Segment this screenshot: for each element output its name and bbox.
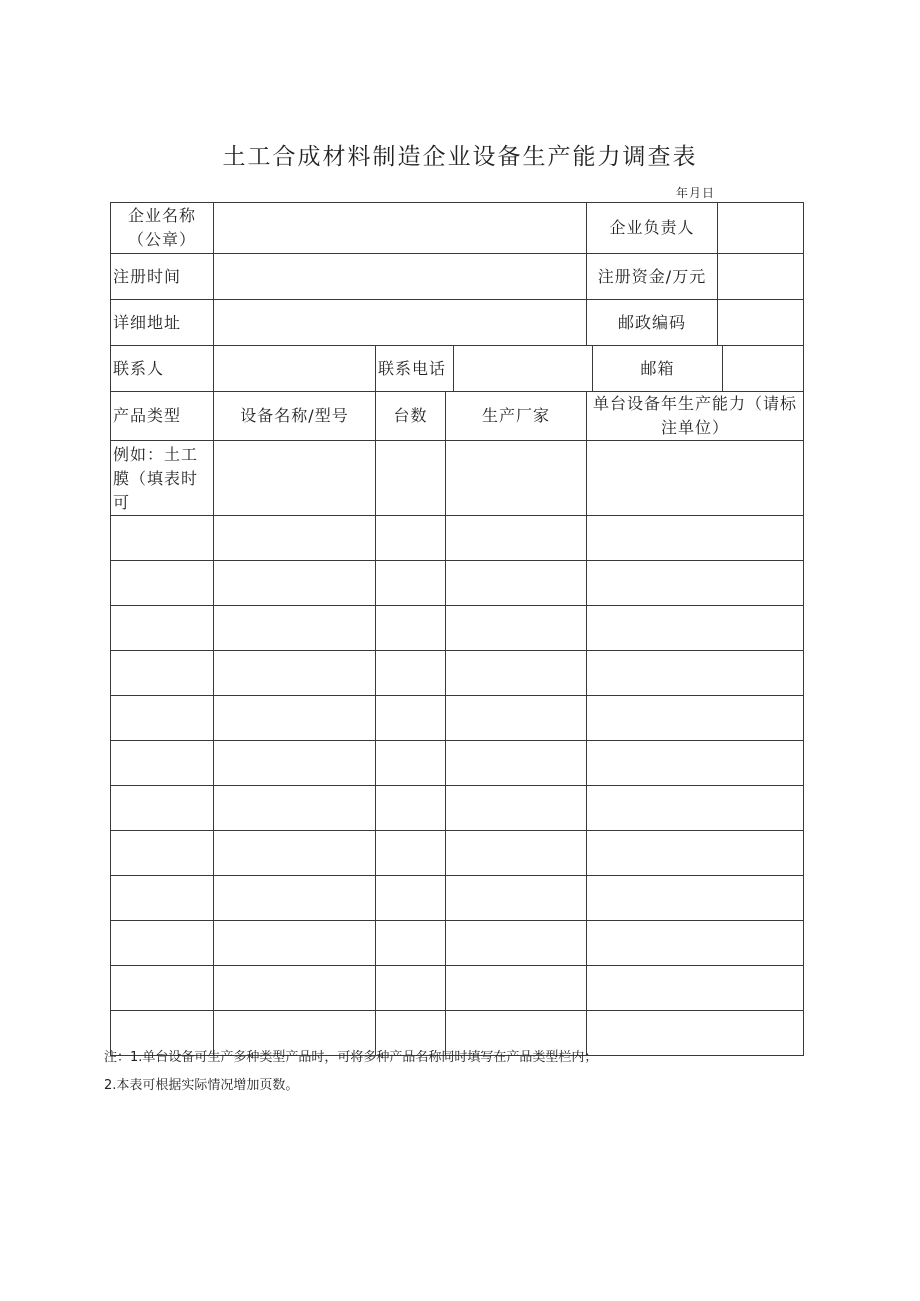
col-capacity: 单台设备年生产能力（请标注单位）	[587, 392, 804, 441]
email-label: 邮箱	[593, 346, 723, 391]
equipment-cell[interactable]	[214, 966, 376, 1011]
count-cell[interactable]	[376, 831, 446, 876]
reg-capital-field[interactable]	[718, 254, 803, 299]
manufacturer-cell[interactable]	[446, 966, 587, 1011]
count-cell[interactable]	[376, 606, 446, 651]
capacity-cell[interactable]	[587, 786, 804, 831]
address-label: 详细地址	[111, 300, 214, 346]
product-type-cell[interactable]	[111, 876, 214, 921]
note-2: 2.本表可根据实际情况增加页数。	[104, 1078, 299, 1093]
company-name-label: 企业名称 （公章）	[111, 203, 214, 254]
table-row	[111, 831, 804, 876]
count-cell[interactable]	[376, 966, 446, 1011]
count-cell[interactable]	[376, 876, 446, 921]
company-name-field[interactable]	[214, 203, 587, 254]
capacity-cell[interactable]	[587, 1011, 804, 1056]
count-cell[interactable]	[376, 786, 446, 831]
equipment-cell[interactable]	[214, 516, 376, 561]
manufacturer-cell[interactable]	[446, 786, 587, 831]
col-manufacturer: 生产厂家	[446, 392, 587, 441]
table-row	[111, 741, 804, 786]
capacity-cell[interactable]	[587, 831, 804, 876]
capacity-cell[interactable]	[587, 606, 804, 651]
table-row	[111, 786, 804, 831]
phone-email-cell	[376, 346, 804, 392]
manufacturer-cell[interactable]	[446, 516, 587, 561]
survey-table	[110, 202, 804, 1056]
capacity-cell[interactable]	[587, 696, 804, 741]
page-title: 土工合成材料制造企业设备生产能力调查表	[222, 144, 698, 170]
company-head-field[interactable]	[718, 203, 803, 253]
postal-code-field[interactable]	[718, 300, 803, 345]
count-cell[interactable]	[376, 651, 446, 696]
table-row	[111, 651, 804, 696]
capacity-cell[interactable]	[587, 876, 804, 921]
example-cell[interactable]: 例如：土工膜（填表时可	[111, 441, 214, 516]
capacity-cell[interactable]	[587, 651, 804, 696]
capacity-cell[interactable]	[587, 966, 804, 1011]
reg-capital-label: 注册资金/万元	[587, 254, 718, 299]
product-type-cell[interactable]	[111, 741, 214, 786]
table-row	[111, 441, 804, 516]
manufacturer-cell[interactable]	[446, 441, 587, 516]
count-cell[interactable]	[376, 921, 446, 966]
table-row	[111, 561, 804, 606]
phone-field[interactable]	[454, 346, 593, 391]
reg-time-label: 注册时间	[111, 254, 214, 300]
note-1: 注：1.单台设备可生产多种类型产品时，可将多种产品名称同时填写在产品类型栏内；	[104, 1050, 598, 1065]
email-field[interactable]	[723, 346, 803, 391]
table-row	[111, 696, 804, 741]
count-cell[interactable]	[376, 696, 446, 741]
equipment-cell[interactable]	[214, 921, 376, 966]
col-count: 台数	[376, 392, 446, 441]
product-type-cell[interactable]	[111, 921, 214, 966]
contact-label: 联系人	[111, 346, 214, 392]
product-type-cell[interactable]	[111, 606, 214, 651]
manufacturer-cell[interactable]	[446, 651, 587, 696]
equipment-cell[interactable]	[214, 876, 376, 921]
table-row	[111, 966, 804, 1011]
equipment-cell[interactable]	[214, 561, 376, 606]
postal-code-label: 邮政编码	[587, 300, 718, 345]
equipment-cell[interactable]	[214, 696, 376, 741]
count-cell[interactable]	[376, 441, 446, 516]
product-type-cell[interactable]	[111, 651, 214, 696]
table-row	[111, 516, 804, 561]
equipment-cell[interactable]	[214, 441, 376, 516]
table-row	[111, 876, 804, 921]
count-cell[interactable]	[376, 561, 446, 606]
contact-field[interactable]	[214, 346, 376, 392]
phone-label: 联系电话	[376, 346, 454, 391]
product-type-cell[interactable]	[111, 966, 214, 1011]
manufacturer-cell[interactable]	[446, 561, 587, 606]
product-type-cell[interactable]	[111, 831, 214, 876]
capacity-cell[interactable]	[587, 516, 804, 561]
capacity-cell[interactable]	[587, 921, 804, 966]
equipment-cell[interactable]	[214, 831, 376, 876]
reg-time-field[interactable]	[214, 254, 587, 300]
manufacturer-cell[interactable]	[446, 741, 587, 786]
product-type-cell[interactable]	[111, 561, 214, 606]
col-equipment: 设备名称/型号	[214, 392, 376, 441]
table-row	[111, 921, 804, 966]
col-product-type: 产品类型	[111, 392, 214, 441]
capacity-cell[interactable]	[587, 741, 804, 786]
date-line: 年月日	[676, 186, 716, 200]
manufacturer-cell[interactable]	[446, 696, 587, 741]
count-cell[interactable]	[376, 741, 446, 786]
capacity-cell[interactable]	[587, 441, 804, 516]
equipment-cell[interactable]	[214, 741, 376, 786]
company-head-label: 企业负责人	[587, 203, 718, 253]
equipment-cell[interactable]	[214, 651, 376, 696]
equipment-cell[interactable]	[214, 606, 376, 651]
product-type-cell[interactable]	[111, 516, 214, 561]
table-row	[111, 606, 804, 651]
manufacturer-cell[interactable]	[446, 831, 587, 876]
product-type-cell[interactable]	[111, 696, 214, 741]
count-cell[interactable]	[376, 516, 446, 561]
manufacturer-cell[interactable]	[446, 606, 587, 651]
equipment-cell[interactable]	[214, 786, 376, 831]
manufacturer-cell[interactable]	[446, 921, 587, 966]
company-head-cell	[587, 203, 804, 254]
postal-code-cell	[587, 300, 804, 346]
product-type-cell[interactable]	[111, 786, 214, 831]
notes	[104, 1044, 597, 1100]
address-field[interactable]	[214, 300, 587, 346]
capacity-cell[interactable]	[587, 561, 804, 606]
reg-capital-cell	[587, 254, 804, 300]
manufacturer-cell[interactable]	[446, 876, 587, 921]
